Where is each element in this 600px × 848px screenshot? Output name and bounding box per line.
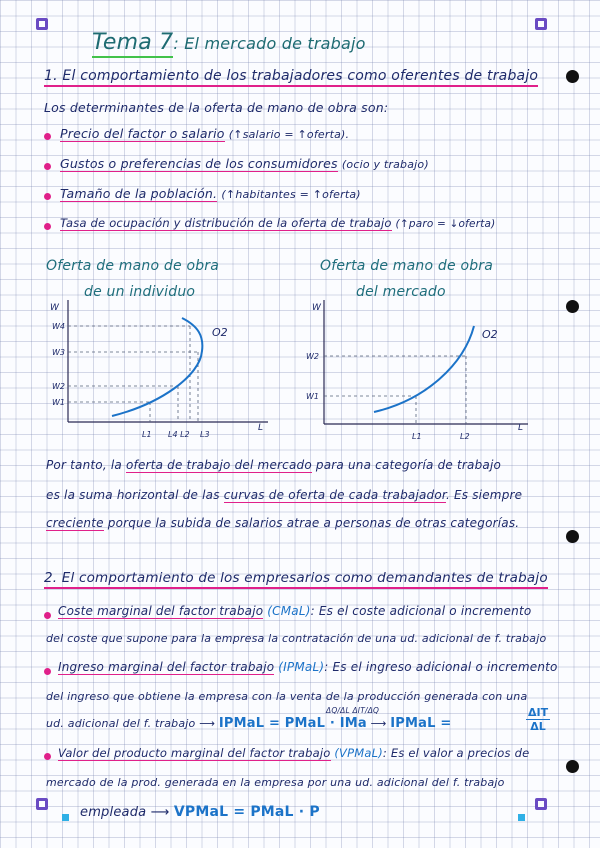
left-y-axis-label: W	[50, 303, 59, 313]
bullet-dot	[44, 223, 51, 230]
right-graph-title-2: del mercado	[356, 284, 446, 300]
left-y-tick: W2	[52, 382, 65, 391]
corner-marker-bottom-right	[535, 798, 547, 810]
left-x-tick: L4 L2	[168, 430, 190, 439]
left-curve-label: O2	[212, 326, 228, 339]
factor-note: (↑habitantes = ↑oferta)	[221, 188, 361, 201]
arrow-icon: ⟶	[150, 805, 170, 820]
title-name: : El mercado de trabajo	[173, 34, 366, 53]
binder-hole	[566, 300, 579, 313]
binder-hole	[566, 530, 579, 543]
factor-note: (↑paro = ↓oferta)	[395, 218, 496, 230]
bullet-dot	[44, 612, 51, 619]
supply-factor-3	[60, 186, 361, 201]
text-span: para una categoría de trabajo	[315, 458, 502, 472]
highlight-span: curvas de oferta de cada trabajador	[223, 488, 446, 502]
ipmal-fraction	[526, 706, 550, 733]
ipmal-line-1	[58, 660, 558, 674]
bullet-dot	[44, 193, 51, 200]
bullet-dot	[44, 668, 51, 675]
right-supply-curve	[374, 326, 474, 412]
left-y-tick: W3	[52, 348, 65, 357]
term-label: Valor del producto marginal del factor trabajo	[58, 746, 331, 760]
term-definition: empleada	[80, 805, 147, 820]
term-definition: : Es el coste adicional o incremento	[310, 604, 532, 618]
term-abbr: (VPMaL)	[334, 746, 383, 760]
left-graph-title-1: Oferta de mano de obra	[46, 258, 220, 274]
vpmal-line-1	[58, 746, 529, 760]
ipmal-line-2: del ingreso que obtiene la empresa con la venta de la producción generada con una	[46, 690, 528, 703]
page-title	[92, 30, 366, 55]
supply-factor-2	[60, 156, 429, 171]
right-y-axis-label: W	[312, 303, 321, 313]
fraction-numerator: ΔIT	[528, 706, 549, 719]
left-x-tick: L3	[200, 430, 210, 439]
cmal-line-1	[58, 604, 531, 618]
section2-heading: 2. El comportamiento de los empresarios como demandantes de trabajo	[44, 570, 548, 589]
right-x-tick: L1	[412, 432, 422, 441]
factor-note: (↑salario = ↑oferta).	[228, 128, 350, 141]
ipmal-formula: IPMaL = PMaL · IMa	[218, 716, 367, 731]
bullet-dot	[44, 133, 51, 140]
highlight-span: creciente	[46, 516, 104, 530]
vpmal-formula: VPMaL = PMaL · P	[173, 804, 320, 820]
binder-hole	[566, 760, 579, 773]
conclusion-line-2	[46, 488, 522, 502]
left-graph-title-2: de un individuo	[84, 284, 196, 300]
right-x-tick: L2	[460, 432, 470, 441]
vpmal-line-3	[80, 804, 320, 820]
vpmal-line-2: mercado de la prod. generada en la empresa por una ud. adicional del f. trabajo	[46, 776, 505, 789]
bullet-dot	[44, 753, 51, 760]
arrow-icon: ⟶	[370, 717, 387, 730]
term-definition: : Es el ingreso adicional o incremento	[324, 660, 558, 674]
text-span: . Es siempre	[445, 488, 523, 502]
left-x-axis-label: L	[258, 423, 264, 433]
right-supply-graph	[296, 296, 536, 446]
corner-marker-bottom-left	[36, 798, 48, 810]
term-label: Coste marginal del factor trabajo	[58, 604, 264, 618]
term-label: Ingreso marginal del factor trabajo	[58, 660, 275, 674]
factor-label: Gustos o preferencias de los consumidores	[60, 156, 338, 171]
left-supply-curve	[112, 318, 202, 416]
right-graph-title-1: Oferta de mano de obra	[320, 258, 494, 274]
left-x-tick: L1	[142, 430, 152, 439]
binder-hole	[566, 70, 579, 83]
factor-label: Precio del factor o salario	[60, 126, 225, 141]
text-span: Por tanto, la	[46, 458, 122, 472]
fraction-denominator: ΔL	[530, 720, 546, 733]
section1-intro: Los determinantes de la oferta de mano de obra son:	[44, 100, 389, 115]
text-span: es la suma horizontal de las	[46, 488, 220, 502]
conclusion-line-1	[46, 458, 501, 472]
ipmal-line-3	[46, 716, 451, 731]
highlight-span: oferta de trabajo del mercado	[125, 458, 312, 472]
square-marker-bottom-right	[518, 814, 525, 821]
arrow-icon: ⟶	[199, 717, 216, 730]
cmal-line-2: del coste que supone para la empresa la contratación de una ud. adicional de f. trabajo	[46, 632, 547, 645]
supply-factor-4	[60, 216, 495, 230]
factor-label: Tasa de ocupación y distribución de la oferta de trabajo	[60, 216, 392, 230]
section1-heading: 1. El comportamiento de los trabajadores como oferentes de trabajo	[44, 68, 538, 87]
text-span: porque la subida de salarios atrae a personas de otras categorías.	[107, 516, 520, 530]
right-y-tick: W1	[306, 392, 319, 401]
title-number: Tema 7	[92, 30, 173, 58]
left-supply-graph	[40, 296, 280, 446]
term-definition: ud. adicional del f. trabajo	[46, 717, 196, 730]
ipmal-formula-left: IPMaL =	[390, 716, 452, 731]
square-marker-bottom-left	[62, 814, 69, 821]
corner-marker-top-left	[36, 18, 48, 30]
corner-marker-top-right	[535, 18, 547, 30]
term-abbr: (IPMaL)	[278, 660, 325, 674]
ipmal-formula-note: ΔQ/ΔL ΔIT/ΔQ	[326, 706, 380, 715]
supply-factor-1	[60, 126, 349, 141]
left-y-tick: W1	[52, 398, 65, 407]
factor-label: Tamaño de la población.	[60, 186, 218, 201]
term-definition: : Es el valor a precios de	[382, 746, 530, 760]
right-y-tick: W2	[306, 352, 319, 361]
left-y-tick: W4	[52, 322, 65, 331]
term-abbr: (CMaL)	[267, 604, 311, 618]
right-x-axis-label: L	[518, 423, 524, 433]
factor-note: (ocio y trabajo)	[341, 158, 429, 171]
conclusion-line-3	[46, 516, 519, 530]
right-curve-label: O2	[482, 328, 498, 341]
bullet-dot	[44, 163, 51, 170]
